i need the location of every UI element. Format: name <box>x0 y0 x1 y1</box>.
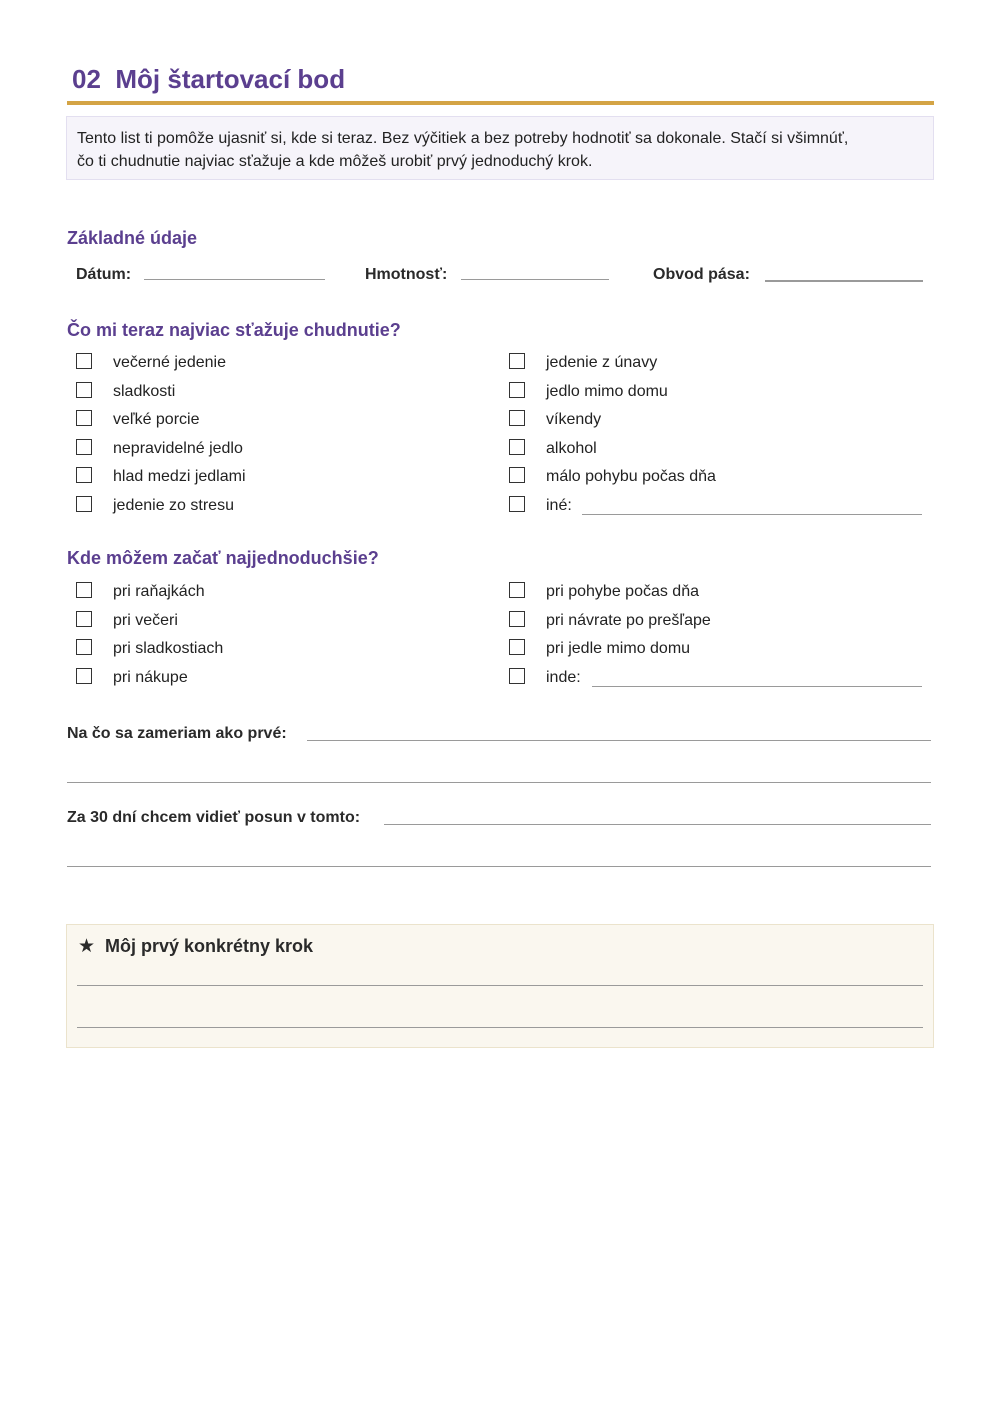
option-label: pri sladkostiach <box>113 640 224 657</box>
checkbox[interactable] <box>509 353 525 369</box>
checkbox[interactable] <box>509 611 525 627</box>
checkbox[interactable] <box>509 582 525 598</box>
first-step-box <box>66 924 934 1048</box>
checkbox[interactable] <box>76 582 92 598</box>
option-label: večerné jedenie <box>113 354 226 371</box>
checkbox[interactable] <box>509 496 525 512</box>
option-label: pri nákupe <box>113 669 188 686</box>
basics-section-title: Základné údaje <box>67 228 198 248</box>
first-step-line-2[interactable] <box>77 1027 923 1028</box>
checkbox[interactable] <box>76 410 92 426</box>
start-option-other[interactable] <box>509 668 923 690</box>
checkbox[interactable] <box>76 496 92 512</box>
waist-field[interactable] <box>765 280 923 282</box>
page-title <box>72 64 345 95</box>
option-label: pri večeri <box>113 612 178 629</box>
option-label: sladkosti <box>113 383 176 400</box>
checkbox[interactable] <box>509 467 525 483</box>
star-icon: ★ <box>78 936 96 957</box>
option-label: nepravidelné jedlo <box>113 440 243 457</box>
other-obstacle-field[interactable] <box>582 514 922 515</box>
focus-field-line-1[interactable] <box>307 740 931 741</box>
obstacle-option-other[interactable] <box>509 496 923 518</box>
checkbox[interactable] <box>76 467 92 483</box>
progress-field-line-2[interactable] <box>67 866 931 867</box>
focus-field-line-2[interactable] <box>67 782 931 783</box>
checkbox[interactable] <box>509 439 525 455</box>
option-label: alkohol <box>546 440 597 457</box>
first-step-line-1[interactable] <box>77 985 923 986</box>
date-label: Dátum: <box>76 266 132 283</box>
other-start-field[interactable] <box>592 686 922 687</box>
checkbox[interactable] <box>76 611 92 627</box>
checkbox[interactable] <box>76 439 92 455</box>
intro-line-1: Tento list ti pomôže ujasniť si, kde si teraz. Bez výčitiek a bez potreby hodnotiť sa dokonale. Stačí si všimnúť, <box>77 130 849 147</box>
obstacles-section-title: Čo mi teraz najviac sťažuje chudnutie? <box>67 320 401 340</box>
checkbox[interactable] <box>509 639 525 655</box>
option-label: veľké porcie <box>113 411 200 428</box>
option-label: málo pohybu počas dňa <box>546 468 716 485</box>
option-label: jedenie z únavy <box>546 354 658 371</box>
focus-label: Na čo sa zameriam ako prvé: <box>67 725 287 742</box>
checkbox[interactable] <box>76 668 92 684</box>
option-label: pri pohybe počas dňa <box>546 583 699 600</box>
title-divider <box>67 101 934 105</box>
checkbox[interactable] <box>509 668 525 684</box>
intro-box <box>66 116 934 180</box>
option-label: jedlo mimo domu <box>546 383 668 400</box>
option-label: iné: <box>546 497 572 514</box>
weight-field[interactable] <box>461 279 609 280</box>
progress-label: Za 30 dní chcem vidieť posun v tomto: <box>67 809 361 826</box>
option-label: inde: <box>546 669 581 686</box>
page-title-text: Môj štartovací bod <box>115 64 346 94</box>
checkbox[interactable] <box>76 353 92 369</box>
option-label: pri raňajkách <box>113 583 205 600</box>
intro-line-2: čo ti chudnutie najviac sťažuje a kde môžeš urobiť prvý jednoduchý krok. <box>77 153 593 170</box>
checkbox[interactable] <box>509 410 525 426</box>
progress-field-line-1[interactable] <box>384 824 931 825</box>
checkbox[interactable] <box>76 382 92 398</box>
page-number: 02 <box>72 64 101 94</box>
option-label: víkendy <box>546 411 602 428</box>
option-label: jedenie zo stresu <box>113 497 234 514</box>
start-section-title: Kde môžem začať najjednoduchšie? <box>67 548 379 568</box>
option-label: pri návrate po prešľape <box>546 612 711 629</box>
weight-label: Hmotnosť: <box>365 266 448 283</box>
checkbox[interactable] <box>76 639 92 655</box>
option-label: hlad medzi jedlami <box>113 468 246 485</box>
option-label: pri jedle mimo domu <box>546 640 691 657</box>
date-field[interactable] <box>144 279 325 280</box>
first-step-title: Môj prvý konkrétny krok <box>105 936 314 956</box>
checkbox[interactable] <box>509 382 525 398</box>
waist-label: Obvod pása: <box>653 266 750 283</box>
